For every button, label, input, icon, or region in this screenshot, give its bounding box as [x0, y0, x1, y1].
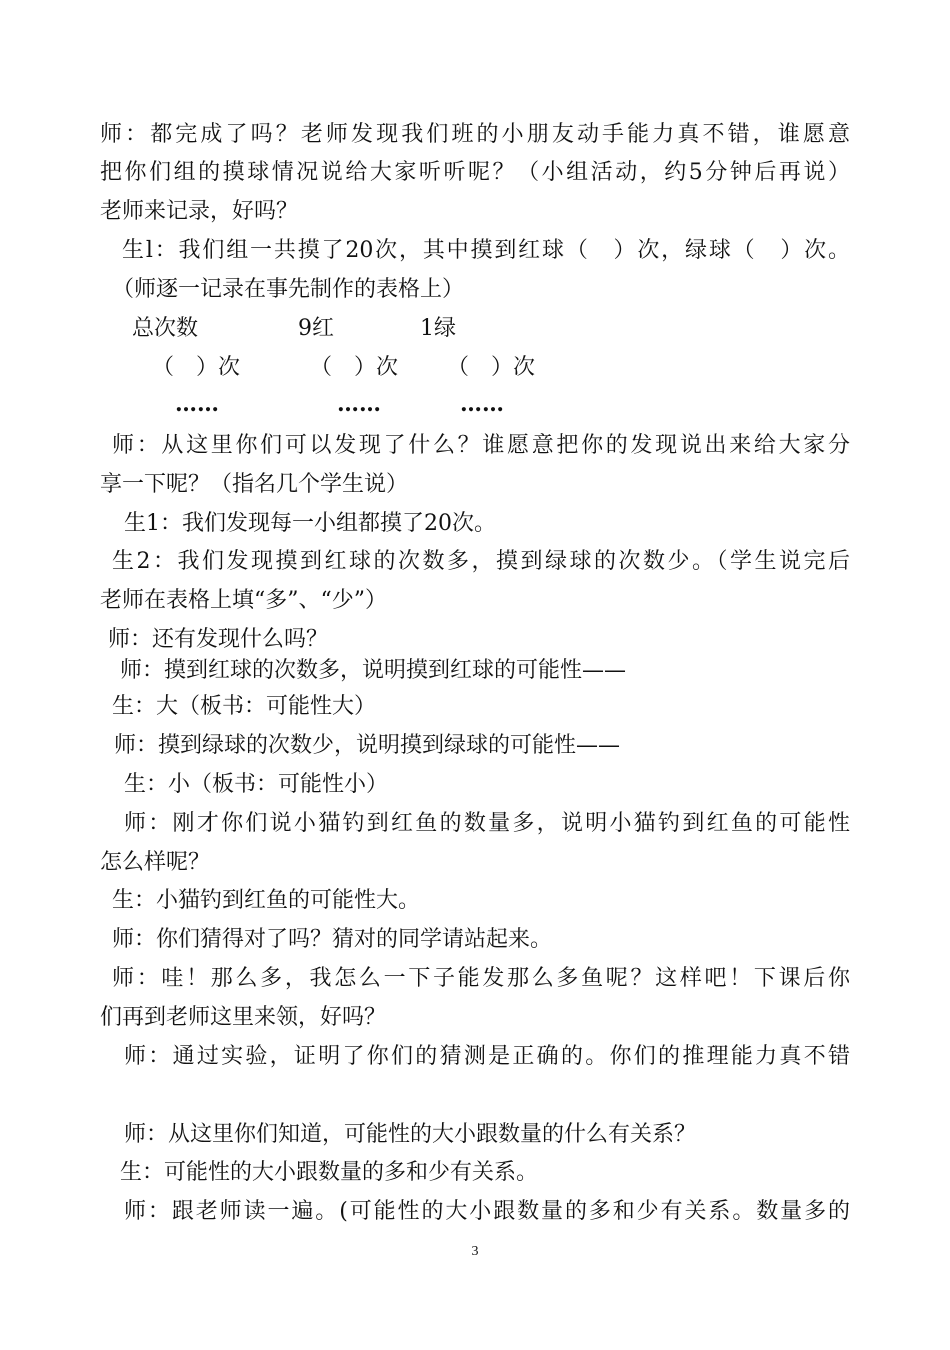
text-line: 师：从这里你们知道，可能性的大小跟数量的什么有关系？	[124, 1122, 697, 1147]
text-line: 生1：我们发现每一小组都摸了20次。	[124, 511, 496, 536]
text-line: 老师在表格上填“多”、“少”）	[100, 588, 387, 613]
table-cell: （ ）次	[152, 355, 241, 380]
text-line: 师：还有发现什么吗？	[108, 627, 329, 652]
text-line: 师：通过实验，证明了你们的猜测是正确的。你们的推理能力真不错	[124, 1044, 850, 1069]
text-line: 师：哇！那么多，我怎么一下子能发那么多鱼呢？这样吧！下课后你	[112, 966, 850, 991]
text-line: 师：摸到红球的次数多，说明摸到红球的可能性——	[120, 658, 627, 683]
text-line: 生：小猫钓到红鱼的可能性大。	[112, 888, 421, 913]
table-ellipsis: ……	[175, 391, 219, 417]
text-line: （师逐一记录在事先制作的表格上）	[112, 277, 465, 302]
table-header-green: 1绿	[420, 316, 456, 341]
table-cell: （ ）次	[310, 355, 399, 380]
text-line: 师：从这里你们可以发现了什么？谁愿意把你的发现说出来给大家分	[112, 433, 850, 458]
text-line: 把你们组的摸球情况说给大家听听呢？（小组活动，约5分钟后再说）	[100, 160, 850, 185]
text-line: 老师来记录，好吗？	[100, 199, 299, 224]
table-ellipsis: ……	[337, 391, 381, 417]
text-line: 生l：我们组一共摸了20次，其中摸到红球（ ）次，绿球（ ）次。	[122, 238, 850, 263]
text-line: 生：大（板书：可能性大）	[112, 694, 377, 719]
text-line: 怎么样呢？	[100, 850, 211, 875]
text-line: 生2：我们发现摸到红球的次数多，摸到绿球的次数少。（学生说完后	[112, 549, 850, 574]
table-ellipsis: ……	[460, 391, 504, 417]
text-line: 师：摸到绿球的次数少，说明摸到绿球的可能性——	[114, 733, 621, 758]
text-line: 师：跟老师读一遍。(可能性的大小跟数量的多和少有关系。数量多的	[124, 1199, 850, 1224]
text-line: 生：可能性的大小跟数量的多和少有关系。	[120, 1160, 539, 1185]
table-header-red: 9红	[298, 316, 334, 341]
text-line: 们再到老师这里来领，好吗？	[100, 1005, 387, 1030]
text-line: 师：你们猜得对了吗？猜对的同学请站起来。	[112, 927, 553, 952]
text-line: 师：刚才你们说小猫钓到红鱼的数量多，说明小猫钓到红鱼的可能性	[124, 811, 850, 836]
text-line: 师：都完成了吗？老师发现我们班的小朋友动手能力真不错，谁愿意	[100, 122, 850, 147]
page-number: 3	[471, 1244, 479, 1259]
text-line: 享一下呢？（指名几个学生说）	[100, 472, 409, 497]
table-cell: （ ）次	[447, 355, 536, 380]
text-line: 生：小（板书：可能性小）	[124, 772, 389, 797]
table-header-total: 总次数	[132, 316, 199, 341]
